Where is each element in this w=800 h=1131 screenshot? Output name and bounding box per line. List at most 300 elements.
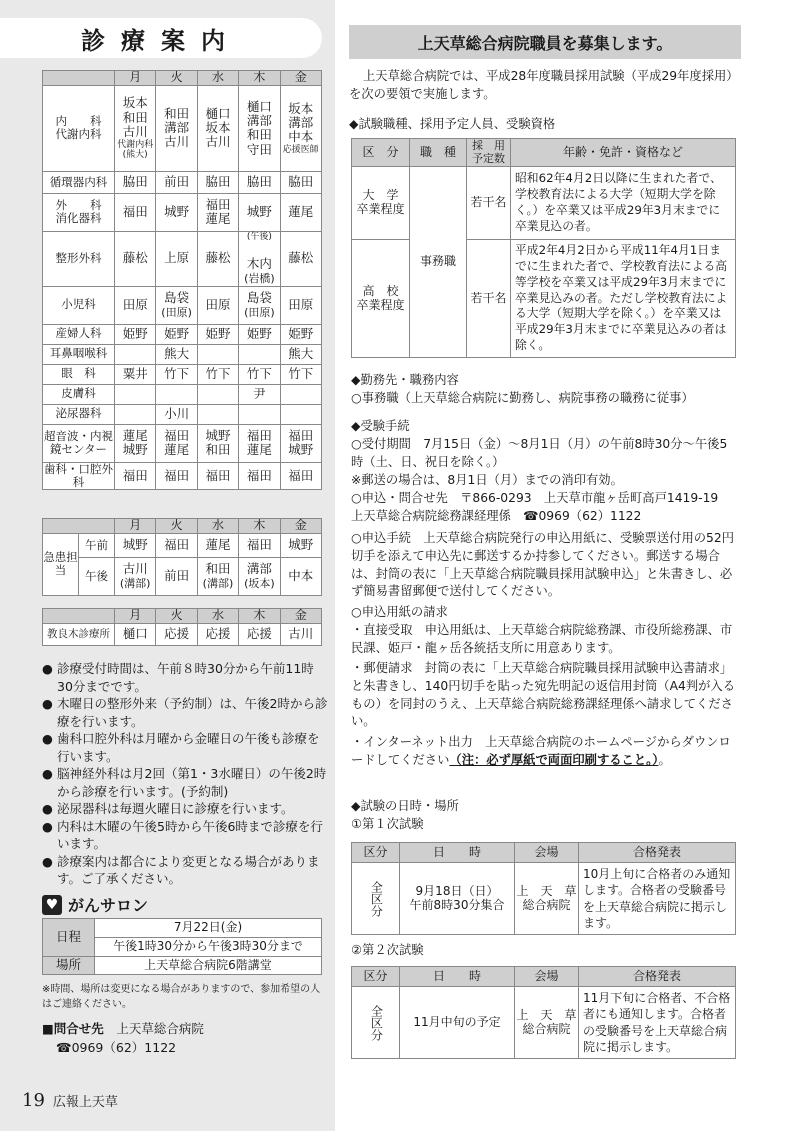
doctor-name: 小川 (164, 405, 190, 421)
dept-name (43, 462, 115, 489)
doctor-name: 田原 (288, 296, 314, 312)
recruitment-table (351, 138, 736, 358)
doctor-cell (115, 85, 156, 171)
salon-contact (42, 1020, 204, 1058)
doctor-name: 木内 (246, 255, 272, 271)
apply-contact: ○申込・問合せ先 〒866-0293 上天草市龍ヶ岳町高戸1419-19 上天草総合病院総務課経理係 ☎0969（62）1122 (351, 491, 731, 523)
form-internet: ・インターネット出力 上天草総合病院のホームページからダウンロードしてください（注：必ず厚紙で両面印刷すること。）。 (351, 735, 731, 767)
doctor-cell (280, 85, 321, 171)
doctor-name: 城野 (205, 427, 231, 443)
doctor-name: 和田 (205, 442, 231, 458)
doctor-name: 坂本 (205, 120, 231, 136)
doctor-note: (午後) (246, 231, 272, 242)
exam1-venue: 上 天 草 総合病院 (515, 863, 579, 935)
apply-form-heading: ○申込用紙の請求 (351, 605, 448, 619)
doctor-cell (156, 424, 197, 462)
doctor-name: 古川 (122, 560, 148, 576)
dept-label: 産婦人科 (55, 326, 102, 341)
apply-procedure: ○申込手続 上天草総合病院発行の申込用紙に、受験票送付用の52円切手を添えて申込先に郵送するか持参してください。郵送する場合は、封筒の表に「上天草総合病院職員採用試験申込」と朱書きし、必ず簡易書留郵便で送付してください。 (351, 531, 734, 599)
dept-label: 耳鼻咽喉科 (49, 346, 108, 361)
recruit-header: 区 分 (352, 139, 410, 167)
doctor-name: 城野 (288, 537, 314, 553)
doctor-cell (197, 286, 238, 324)
exam1-title: ①第１次試験 (351, 817, 424, 831)
doctor-cell (239, 344, 280, 364)
dept-name (43, 171, 115, 193)
doctor-cell (239, 462, 280, 489)
doctor-cell (115, 324, 156, 344)
exam-header: 合格発表 (579, 843, 736, 863)
recruitment-title: 上天草総合病院職員を募集します。 (349, 25, 741, 59)
doctor-cell (115, 344, 156, 364)
doctor-name: 坂本 (288, 100, 314, 116)
emergency-row (43, 557, 322, 595)
doctor-cell (280, 286, 321, 324)
day-header: 火 (156, 71, 197, 86)
doctor-name: 脇田 (288, 174, 314, 190)
note-item: ● 内科は木曜の午後5時から午後6時まで診療を行います。 (42, 818, 328, 853)
doctor-cell (280, 384, 321, 404)
day-header: 金 (280, 609, 321, 624)
doctor-name: 福田 (164, 537, 190, 553)
emergency-time: 午後 (79, 557, 115, 595)
dept-label: 消化器科 (55, 211, 102, 226)
doctor-cell (115, 404, 156, 424)
doctor-cell (239, 85, 280, 171)
doctor-cell (156, 171, 197, 193)
doctor-name: 藤松 (122, 250, 148, 266)
doctor-note: (熊大) (122, 149, 148, 160)
doctor-name: 和田 (246, 127, 272, 143)
doctor-cell (239, 324, 280, 344)
day-header: 金 (280, 71, 321, 86)
dept-name (43, 231, 115, 286)
schedule-row (43, 462, 322, 489)
section-exam-heading: ◆試験の日時・場所 (351, 799, 459, 813)
exam2-venue: 上 天 草 総合病院 (515, 987, 579, 1059)
day-header: 金 (280, 519, 321, 534)
doctor-cell (197, 193, 238, 231)
work-text: ○事務職（上天草総合病院に勤務し、病院事務の職務に従事） (351, 391, 694, 405)
doctor-cell (156, 344, 197, 364)
doctor-note: 応援医師 (282, 144, 319, 155)
doctor-cell (156, 324, 197, 344)
doctor-cell (239, 533, 280, 557)
emergency-time: 午前 (79, 533, 115, 557)
doctor-cell (197, 231, 238, 286)
day-header: 水 (197, 519, 238, 534)
doctor-name: 田原 (122, 296, 148, 312)
dept-label: 整形外科 (55, 251, 102, 266)
page-number: 19 (22, 1090, 45, 1111)
salon-date: 7月22日(金) (95, 919, 322, 938)
exam-header: 会場 (515, 967, 579, 987)
doctor-name: (田原) (161, 305, 192, 319)
note-item: ● 歯科口腔外科は月曜から金曜日の午後も診療を行います。 (42, 730, 328, 765)
doctor-name: 坂本 (122, 95, 148, 111)
doctor-name: 竹下 (288, 365, 314, 381)
cancer-salon-title: がんサロン (68, 896, 149, 915)
doctor-name: 姫野 (205, 325, 231, 341)
intro-text: 上天草総合病院では、平成28年度職員採用試験（平成29年度採用）を次の要領で実施します。 (349, 69, 739, 101)
schedule-row (43, 286, 322, 324)
doctor-name: 溝部 (246, 560, 272, 576)
dept-name (43, 193, 115, 231)
cancer-salon-header (42, 893, 148, 916)
form-internet-note: （注：必ず厚紙で両面印刷すること。） (449, 752, 659, 767)
doctor-cell (156, 557, 197, 595)
exam2-result: 11月下旬に合格者、不合格者にも通知します。合格者の受験番号を上天草総合病院に掲示します。 (579, 987, 736, 1059)
doctor-cell (197, 462, 238, 489)
day-header: 月 (115, 519, 156, 534)
dept-name (43, 404, 115, 424)
exam2-kubun: 全区分 (352, 987, 400, 1059)
exam1-datetime: 9月18日（日） 午前8時30分集合 (400, 863, 515, 935)
doctor-name: 和田 (122, 109, 148, 125)
heart-icon: ♥ (42, 895, 62, 915)
clinic-schedule-table (42, 70, 322, 490)
doctor-cell (239, 364, 280, 384)
doctor-name: 姫野 (288, 325, 314, 341)
doctor-cell (197, 344, 238, 364)
doctor-name: 島袋 (164, 289, 190, 305)
doctor-name: 和田 (205, 560, 231, 576)
left-title: 診療案内 (81, 26, 241, 55)
recruit-header: 職 種 (410, 139, 467, 167)
dept-label: 外 科 (55, 198, 102, 213)
dept-name (43, 286, 115, 324)
schedule-row (43, 85, 322, 171)
doctor-cell (280, 424, 321, 462)
left-title-box (0, 18, 322, 58)
day-header: 火 (156, 609, 197, 624)
form-mail: ・郵便請求 封筒の表に「上天草総合病院職員採用試験申込書請求」と朱書きし、140円切手を貼った宛先明記の返信用封筒（A4判が入るもの）を同封のうえ、上天草総合病院総務課経理係へ請求してください。 (351, 661, 736, 729)
doctor-name: 蓮尾 (288, 204, 314, 220)
doctor-name: 城野 (122, 442, 148, 458)
emergency-label: 急患担当 (43, 533, 79, 595)
doctor-cell (280, 557, 321, 595)
dept-label: 泌尿器科 (55, 406, 102, 421)
form-direct: ・直接受取 申込用紙は、上天草総合病院総務課、市役所総務課、市民課、姫戸・龍ヶ岳各統括支所に用意あります。 (351, 623, 733, 655)
doctor-name: (岩橋) (244, 271, 275, 285)
doctor-name: 守田 (246, 141, 272, 157)
exam2-title: ②第２次試験 (351, 943, 424, 957)
doctor-cell (280, 533, 321, 557)
doctor-cell (280, 344, 321, 364)
day-header: 水 (197, 609, 238, 624)
doctor-cell (156, 231, 197, 286)
doctor-cell (197, 404, 238, 424)
doctor-name: 福田 (288, 427, 314, 443)
doctor-name: 尹 (253, 385, 266, 401)
doctor-cell (280, 324, 321, 344)
exam2-datetime: 11月中旬の予定 (400, 987, 515, 1059)
clinic-label: 教良木診療所 (43, 623, 115, 645)
note-item: ● 診療受付時間は、午前８時30分から午前11時30分までです。 (42, 660, 328, 695)
exam1-table (351, 842, 736, 935)
doctor-name: 蓮尾 (164, 442, 190, 458)
salon-place: 上天草総合病院6階講堂 (95, 956, 322, 975)
dept-label: 鏡センター (49, 442, 108, 457)
dept-name (43, 364, 115, 384)
doctor-cell (239, 286, 280, 324)
doctor-cell (156, 286, 197, 324)
exam1-kubun: 全区分 (352, 863, 400, 935)
schedule-row (43, 344, 322, 364)
doctor-cell (156, 533, 197, 557)
doctor-cell (280, 364, 321, 384)
schedule-row (43, 171, 322, 193)
day-header: 月 (115, 71, 156, 86)
doctor-cell: 応援 (156, 623, 197, 645)
emergency-duty-table (42, 518, 322, 596)
doctor-name: 福田 (122, 204, 148, 220)
day-header: 火 (156, 519, 197, 534)
doctor-name: 福田 (164, 427, 190, 443)
recruit-header: 採 用 予定数 (467, 139, 511, 167)
doctor-name: 姫野 (164, 325, 190, 341)
doctor-cell (197, 324, 238, 344)
doctor-name: 竹下 (164, 365, 190, 381)
day-header: 木 (239, 519, 280, 534)
exam1-result: 10月上旬に合格者のみ通知します。合格者の受験番号を上天草総合病院に掲示します。 (579, 863, 736, 935)
doctor-name: 福田 (164, 467, 190, 483)
doctor-name: 脇田 (246, 174, 272, 190)
doctor-cell (239, 384, 280, 404)
doctor-cell (115, 384, 156, 404)
doctor-name: 古川 (164, 134, 190, 150)
day-header: 木 (239, 609, 280, 624)
schedule-row (43, 384, 322, 404)
corner-cell (43, 519, 115, 534)
doctor-name: 姫野 (122, 325, 148, 341)
doctor-name: 熊大 (164, 345, 190, 361)
schedule-row (43, 404, 322, 424)
doctor-name: 脇田 (205, 174, 231, 190)
salon-note: ※時間、場所は変更になる場合がありますので、参加希望の人はご連絡ください。 (42, 984, 321, 1010)
doctor-name: 蓮尾 (246, 442, 272, 458)
doctor-cell (115, 533, 156, 557)
doctor-cell (197, 557, 238, 595)
recruit-count: 若干名 (467, 167, 511, 240)
doctor-name: 田原 (205, 296, 231, 312)
doctor-name: 前田 (164, 174, 190, 190)
doctor-cell (280, 193, 321, 231)
salon-time: 午後1時30分から午後3時30分まで (95, 937, 322, 956)
doctor-name: 脇田 (122, 174, 148, 190)
doctor-cell (239, 193, 280, 231)
doctor-cell (197, 533, 238, 557)
doctor-name: 蓮尾 (122, 427, 148, 443)
doctor-name: 福田 (288, 467, 314, 483)
doctor-cell (115, 231, 156, 286)
dept-name (43, 424, 115, 462)
exam-header: 日 時 (400, 843, 515, 863)
doctor-cell (239, 171, 280, 193)
doctor-cell (239, 404, 280, 424)
doctor-cell (115, 424, 156, 462)
doctor-name: 溝部 (246, 112, 272, 128)
exam-header: 合格発表 (579, 967, 736, 987)
doctor-cell (197, 424, 238, 462)
schedule-row (43, 231, 322, 286)
doctor-name: 城野 (122, 537, 148, 553)
doctor-name: 福田 (122, 467, 148, 483)
section-apply-heading: ◆受験手続 (351, 419, 410, 433)
recruit-job: 事務職 (410, 167, 467, 358)
doctor-name: 福田 (246, 537, 272, 553)
recruit-requirements: 昭和62年4月2日以降に生まれた者で、学校教育法による大学（短期大学を除く。）を卒業又は平成29年3月末までに卒業見込の者。 (511, 167, 736, 240)
doctor-name: 粟井 (122, 365, 148, 381)
dept-label: 内 科 (55, 114, 102, 129)
doctor-name: 藤松 (205, 250, 231, 266)
doctor-cell (156, 193, 197, 231)
doctor-cell (197, 384, 238, 404)
doctor-name: 熊大 (288, 345, 314, 361)
doctor-name: 蓮尾 (205, 537, 231, 553)
exam-header: 区分 (352, 843, 400, 863)
recruit-kubun: 大 学 卒業程度 (352, 167, 410, 240)
doctor-cell (280, 404, 321, 424)
salon-contact-label: ■問合せ先 (42, 1021, 104, 1036)
exam-header: 区分 (352, 967, 400, 987)
salon-contact-name: 上天草総合病院 (116, 1021, 204, 1036)
doctor-cell: 応援 (239, 623, 280, 645)
corner-cell (43, 609, 115, 624)
doctor-cell (280, 171, 321, 193)
doctor-name: 福田 (246, 467, 272, 483)
doctor-name: 中本 (288, 129, 314, 145)
schedule-row (43, 364, 322, 384)
exam2-table (351, 966, 736, 1059)
doctor-cell (156, 462, 197, 489)
doctor-name: 竹下 (205, 365, 231, 381)
salon-contact-tel: ☎0969（62）1122 (56, 1039, 177, 1055)
schedule-row (43, 324, 322, 344)
recruit-header: 年齢・免許・資格など (511, 139, 736, 167)
dept-label: 眼 科 (61, 366, 96, 381)
doctor-name: 和田 (164, 105, 190, 121)
note-item: ● 泌尿器科は毎週火曜日に診療を行います。 (42, 800, 328, 818)
doctor-cell (156, 384, 197, 404)
doctor-cell (197, 85, 238, 171)
schedule-row (43, 424, 322, 462)
doctor-cell (280, 462, 321, 489)
doctor-name: 福田 (246, 427, 272, 443)
note-item: ● 木曜日の整形外来（予約制）は、午後2時から診療を行います。 (42, 695, 328, 730)
doctor-name: 中本 (288, 568, 314, 584)
section-recruit-heading: ◆試験職種、採用予定人員、受験資格 (349, 117, 556, 131)
publication-name: 広報上天草 (52, 1095, 118, 1110)
recruit-kubun: 高 校 卒業程度 (352, 240, 410, 358)
doctor-name: 城野 (288, 442, 314, 458)
recruit-count: 若干名 (467, 240, 511, 358)
page-footer (22, 1090, 118, 1111)
doctor-name: (田原) (244, 305, 275, 319)
doctor-cell (115, 557, 156, 595)
dept-label: 代謝内科 (55, 127, 102, 142)
doctor-name: 藤松 (288, 250, 314, 266)
doctor-cell (115, 462, 156, 489)
doctor-cell: 樋口 (115, 623, 156, 645)
doctor-cell (197, 171, 238, 193)
doctor-cell (239, 231, 280, 286)
doctor-name: 福田 (205, 467, 231, 483)
doctor-name: 古川 (122, 124, 148, 140)
day-header: 木 (239, 71, 280, 86)
doctor-name: (溝部) (202, 577, 234, 591)
doctor-name: 竹下 (246, 365, 272, 381)
kuragi-clinic-table (42, 608, 322, 646)
doctor-cell (197, 364, 238, 384)
cancer-salon-table (42, 918, 322, 975)
doctor-name: 古川 (205, 134, 231, 150)
dept-label: 循環器内科 (49, 174, 108, 189)
dept-label: 皮膚科 (61, 386, 96, 401)
corner-cell (43, 71, 115, 86)
apply-mail-note: ※郵送の場合は、8月1日（月）までの消印有効。 (351, 473, 623, 487)
dept-label: 超音波・内視 (44, 428, 113, 443)
doctor-name: 溝部 (288, 114, 314, 130)
left-column (0, 0, 335, 1131)
salon-place-label: 場所 (43, 956, 95, 975)
dept-label: 歯科・口腔外科 (44, 461, 113, 489)
note-item: ● 診療案内は都合により変更となる場合があります。ご了承ください。 (42, 853, 328, 888)
dept-label: 小児科 (61, 297, 96, 312)
exam-header: 会場 (515, 843, 579, 863)
doctor-name: 溝部 (164, 120, 190, 136)
recruit-requirements: 平成2年4月2日から平成11年4月1日までに生まれた者で、学校教育法による高等学校を卒業又は平成29年3月末までに卒業見込みの者。ただし学校教育法による大学（短期大学を除く。）を卒業又は平成29年3月末までに卒業見込みの者は除く。 (511, 240, 736, 358)
doctor-name: 城野 (164, 204, 190, 220)
doctor-cell (115, 193, 156, 231)
doctor-note: 代謝内科 (117, 139, 154, 150)
doctor-name: 前田 (164, 568, 190, 584)
schedule-row (43, 193, 322, 231)
dept-name (43, 324, 115, 344)
doctor-name: 樋口 (246, 98, 272, 114)
day-header: 水 (197, 71, 238, 86)
doctor-cell (156, 404, 197, 424)
emergency-row (43, 533, 322, 557)
doctor-name: 城野 (246, 204, 272, 220)
dept-name (43, 384, 115, 404)
doctor-name: 樋口 (205, 105, 231, 121)
doctor-name: 島袋 (246, 289, 272, 305)
doctor-cell (115, 171, 156, 193)
day-header: 月 (115, 609, 156, 624)
apply-period: ○受付期間 7月15日（金）～8月1日（月）の午前8時30分～午後5時（土、日、祝日を除く。） (351, 437, 728, 469)
doctor-name: 蓮尾 (205, 211, 231, 227)
salon-date-label: 日程 (43, 919, 95, 957)
doctor-cell (156, 364, 197, 384)
doctor-cell (239, 557, 280, 595)
doctor-cell (280, 231, 321, 286)
doctor-cell (239, 424, 280, 462)
doctor-cell: 古川 (280, 623, 321, 645)
clinic-notes (42, 660, 328, 888)
doctor-name: (坂本) (244, 577, 275, 591)
doctor-cell (115, 286, 156, 324)
doctor-cell (115, 364, 156, 384)
doctor-cell: 応援 (197, 623, 238, 645)
exam-header: 日 時 (400, 967, 515, 987)
dept-name (43, 344, 115, 364)
section-work-heading: ◆勤務先・職務内容 (351, 373, 459, 387)
doctor-name: 姫野 (246, 325, 272, 341)
doctor-name: 福田 (205, 196, 231, 212)
doctor-name: 上原 (164, 250, 190, 266)
doctor-cell (156, 85, 197, 171)
